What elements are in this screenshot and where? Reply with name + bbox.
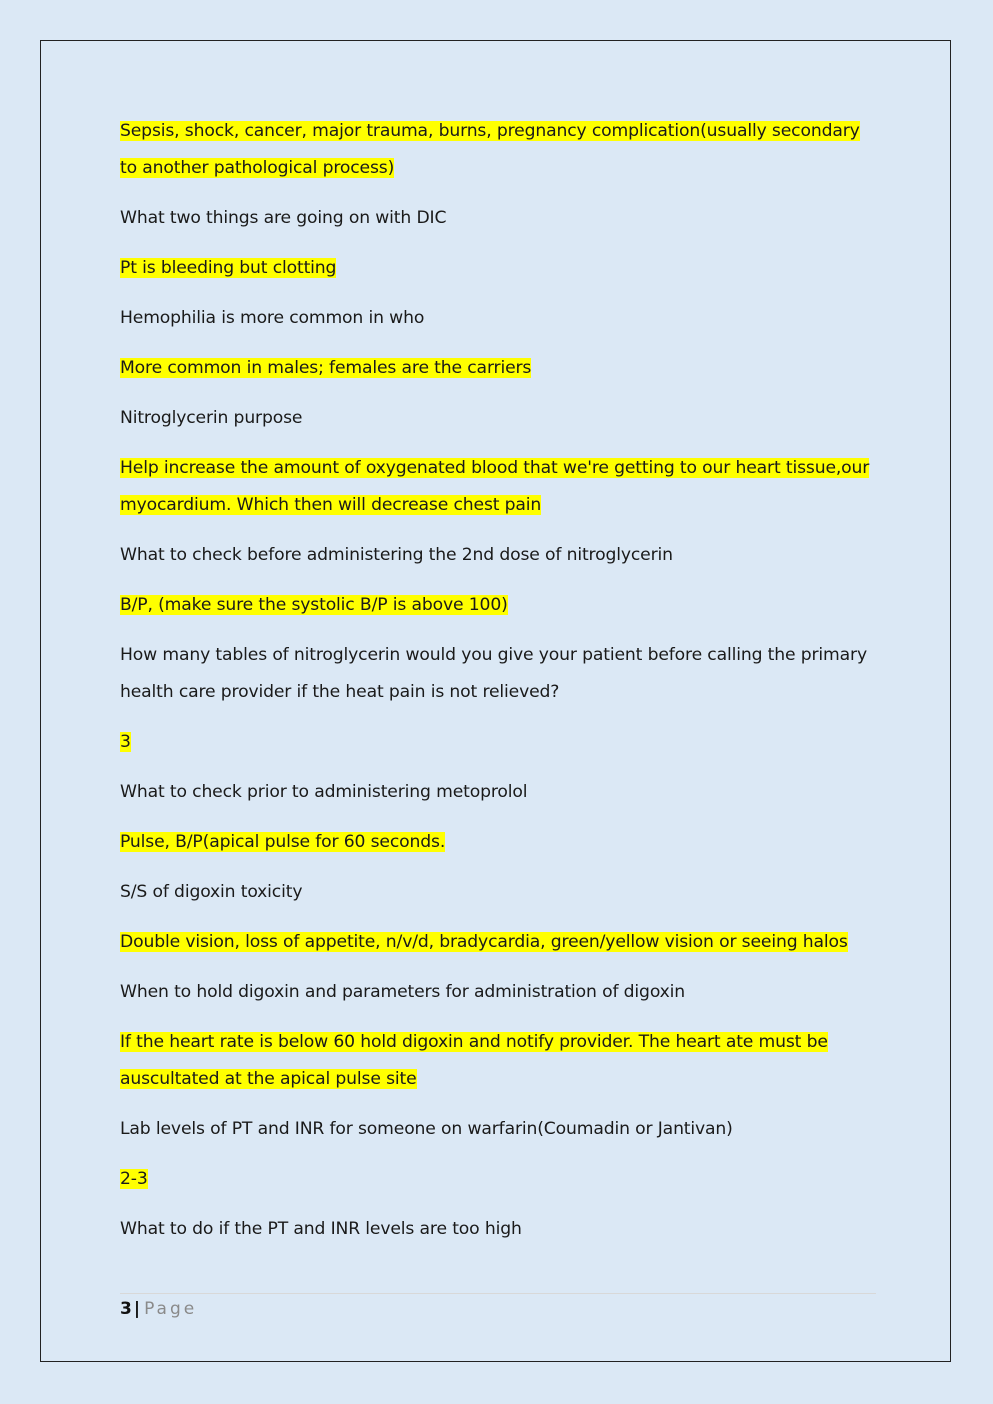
- answer-text: Pulse, B/P(apical pulse for 60 seconds.: [120, 832, 446, 852]
- answer-text: Double vision, loss of appetite, n/v/d, bradycardia, green/yellow vision or seeing halos: [120, 932, 848, 952]
- question-text: Hemophilia is more common in who: [120, 308, 425, 328]
- answer-paragraph: [120, 113, 876, 187]
- page-number: 3: [120, 1299, 132, 1319]
- answer-paragraph: [120, 450, 876, 524]
- answer-text: Help increase the amount of oxygenated blood that we're getting to our heart tissue,our myocardium. Which then will decrease chest pain: [120, 458, 870, 515]
- question-paragraph: [120, 1111, 876, 1148]
- question-paragraph: [120, 774, 876, 811]
- question-paragraph: [120, 637, 876, 711]
- document-body: [120, 113, 876, 1261]
- answer-text: 3: [120, 732, 131, 752]
- answer-paragraph: [120, 1024, 876, 1098]
- question-paragraph: [120, 1211, 876, 1248]
- question-text: Lab levels of PT and INR for someone on warfarin(Coumadin or Jantivan): [120, 1119, 733, 1139]
- question-paragraph: [120, 200, 876, 237]
- answer-paragraph: [120, 350, 876, 387]
- question-text: What to do if the PT and INR levels are too high: [120, 1219, 522, 1239]
- answer-text: More common in males; females are the carriers: [120, 358, 532, 378]
- question-text: When to hold digoxin and parameters for administration of digoxin: [120, 982, 686, 1002]
- question-text: Nitroglycerin purpose: [120, 408, 303, 428]
- question-paragraph: [120, 400, 876, 437]
- answer-paragraph: [120, 824, 876, 861]
- question-text: What to check before administering the 2nd dose of nitroglycerin: [120, 545, 673, 565]
- question-text: What to check prior to administering metoprolol: [120, 782, 528, 802]
- question-paragraph: [120, 537, 876, 574]
- question-text: S/S of digoxin toxicity: [120, 882, 303, 902]
- page-label: Page: [144, 1299, 198, 1319]
- answer-text: B/P, (make sure the systolic B/P is above 100): [120, 595, 508, 615]
- answer-text: 2-3: [120, 1169, 148, 1189]
- page-footer: [120, 1293, 876, 1320]
- question-paragraph: [120, 874, 876, 911]
- answer-text: Sepsis, shock, cancer, major trauma, burns, pregnancy complication(usually secondary to another pathological process): [120, 121, 860, 178]
- answer-text: Pt is bleeding but clotting: [120, 258, 337, 278]
- question-paragraph: [120, 974, 876, 1011]
- question-text: What two things are going on with DIC: [120, 208, 447, 228]
- answer-paragraph: [120, 924, 876, 961]
- page-separator: |: [133, 1299, 141, 1319]
- answer-paragraph: [120, 587, 876, 624]
- question-paragraph: [120, 300, 876, 337]
- answer-paragraph: [120, 724, 876, 761]
- question-text: How many tables of nitroglycerin would you give your patient before calling the primary health care provider if the heat pain is not relieved?: [120, 645, 867, 702]
- answer-paragraph: [120, 250, 876, 287]
- answer-paragraph: [120, 1161, 876, 1198]
- answer-text: If the heart rate is below 60 hold digoxin and notify provider. The heart ate must be auscultated at the apical pulse site: [120, 1032, 828, 1089]
